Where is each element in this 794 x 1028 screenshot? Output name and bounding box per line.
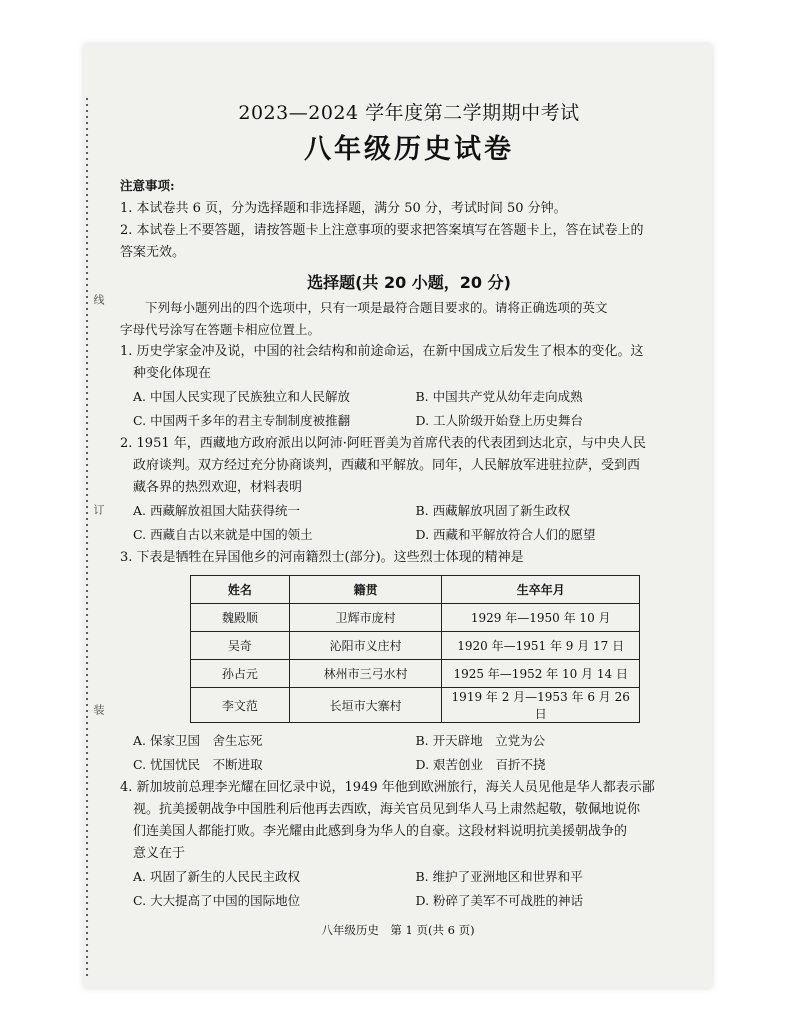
exam-title: 2023—2024 学年度第二学期期中考试 bbox=[238, 102, 580, 124]
binding-margin-dots bbox=[84, 96, 90, 976]
q2-option-b: B. 西藏解放巩固了新生政权 bbox=[415, 503, 571, 518]
question-4-stem-cont-1: 视。抗美援朝战争中国胜利后他再去西欧，海关官员见到华人马上肃然起敬，敬佩地说你 bbox=[133, 802, 641, 817]
table-cell-hometown: 长垣市大寨村 bbox=[289, 688, 442, 723]
page-footer: 八年级历史 第 1 页(共 6 页) bbox=[321, 923, 475, 937]
q3-option-d: D. 艰苦创业 百折不挠 bbox=[415, 757, 546, 772]
q3-option-a: A. 保家卫国 舍生忘死 bbox=[133, 733, 263, 748]
section-title: 选择题(共 20 小题，20 分) bbox=[307, 273, 511, 292]
table-row bbox=[191, 604, 640, 632]
q2-option-d: D. 西藏和平解放符合人们的愿望 bbox=[415, 527, 596, 542]
table-cell-dates: 1929 年—1950 年 10 月 bbox=[442, 604, 640, 632]
table-header-row bbox=[191, 576, 640, 604]
q4-option-c: C. 大大提高了中国的国际地位 bbox=[133, 893, 301, 908]
notice-item-2: 2. 本试卷上不要答题，请按答题卡上注意事项的要求把答案填写在答题卡上，答在试卷上的 bbox=[120, 223, 644, 238]
notice-item-2-cont: 答案无效。 bbox=[120, 245, 186, 260]
table-cell-name: 孙占元 bbox=[191, 660, 290, 688]
table-cell-hometown: 卫辉市庞村 bbox=[289, 604, 442, 632]
table-cell-name: 魏殿顺 bbox=[191, 604, 290, 632]
question-2-stem-cont-1: 政府谈判。双方经过充分协商谈判，西藏和平解放。同年，人民解放军进驻拉萨，受到西 bbox=[133, 458, 641, 473]
table-cell-dates: 1925 年—1952 年 10 月 14 日 bbox=[442, 660, 640, 688]
binding-margin-char-bottom: 装 bbox=[92, 704, 105, 715]
table-cell-name: 李文范 bbox=[191, 688, 290, 723]
q4-option-b: B. 维护了亚洲地区和世界和平 bbox=[415, 869, 583, 884]
section-instruction-2: 字母代号涂写在答题卡相应位置上。 bbox=[120, 322, 321, 337]
q1-option-d: D. 工人阶级开始登上历史舞台 bbox=[415, 413, 584, 428]
table-row bbox=[191, 632, 640, 660]
table-header-hometown: 籍贯 bbox=[289, 576, 442, 604]
q1-option-b: B. 中国共产党从幼年走向成熟 bbox=[415, 389, 583, 404]
notice-heading: 注意事项: bbox=[120, 178, 175, 193]
q1-option-a: A. 中国人民实现了民族独立和人民解放 bbox=[133, 389, 350, 404]
exam-paper bbox=[84, 44, 712, 988]
section-instruction-1: 下列每小题列出的四个选项中，只有一项是最符合题目要求的。请将正确选项的英文 bbox=[145, 300, 608, 315]
question-4-stem-cont-2: 们连美国人都能打败。李光耀由此感到身为华人的自豪。这段材料说明抗美援朝战争的 bbox=[133, 824, 628, 839]
q4-option-d: D. 粉碎了美军不可战胜的神话 bbox=[415, 893, 584, 908]
table-cell-hometown: 林州市三弓水村 bbox=[289, 660, 442, 688]
table-row bbox=[191, 660, 640, 688]
table-header-dates: 生卒年月 bbox=[442, 576, 640, 604]
question-2-stem-cont-2: 藏各界的热烈欢迎，材料表明 bbox=[133, 480, 303, 495]
exam-subject-title: 八年级历史试卷 bbox=[304, 134, 514, 165]
notice-item-1: 1. 本试卷共 6 页，分为选择题和非选择题，满分 50 分，考试时间 50 分钟。 bbox=[120, 201, 567, 216]
q4-option-a: A. 巩固了新生的人民民主政权 bbox=[133, 869, 300, 884]
page-content bbox=[120, 98, 698, 913]
q3-option-b: B. 开天辟地 立党为公 bbox=[415, 733, 546, 748]
table-row bbox=[191, 688, 640, 723]
question-1-stem: 1. 历史学家金冲及说，中国的社会结构和前途命运，在新中国成立后发生了根本的变化。这 bbox=[120, 344, 644, 359]
binding-margin-char-top: 线 bbox=[92, 294, 105, 305]
question-2-stem: 2. 1951 年，西藏地方政府派出以阿沛·阿旺晋美为首席代表的代表团到达北京，与中央人民 bbox=[120, 436, 646, 451]
q1-option-c: C. 中国两千多年的君主专制制度被推翻 bbox=[133, 413, 351, 428]
question-2-options bbox=[120, 499, 698, 547]
question-1-options bbox=[120, 385, 698, 433]
martyrs-table bbox=[190, 575, 640, 723]
table-header-name: 姓名 bbox=[191, 576, 290, 604]
question-3-stem: 3. 下表是牺牲在异国他乡的河南籍烈士(部分)。这些烈士体现的精神是 bbox=[120, 550, 524, 565]
q2-option-a: A. 西藏解放祖国大陆获得统一 bbox=[133, 503, 300, 518]
question-4-options bbox=[120, 865, 698, 913]
question-4-stem-cont-3: 意义在于 bbox=[133, 846, 186, 861]
question-4-stem: 4. 新加坡前总理李光耀在回忆录中说，1949 年他到欧洲旅行，海关人员见他是华人都表示鄙 bbox=[120, 780, 655, 795]
binding-margin-char-mid: 订 bbox=[92, 504, 105, 515]
question-3-options bbox=[120, 729, 698, 777]
q3-option-c: C. 忧国忧民 不断进取 bbox=[133, 757, 263, 772]
q2-option-c: C. 西藏自古以来就是中国的领土 bbox=[133, 527, 313, 542]
table-cell-name: 吴奇 bbox=[191, 632, 290, 660]
table-cell-dates: 1919 年 2 月—1953 年 6 月 26 日 bbox=[442, 688, 640, 723]
question-1-stem-cont: 种变化体现在 bbox=[133, 366, 212, 381]
table-cell-hometown: 沁阳市义庄村 bbox=[289, 632, 442, 660]
table-cell-dates: 1920 年—1951 年 9 月 17 日 bbox=[442, 632, 640, 660]
